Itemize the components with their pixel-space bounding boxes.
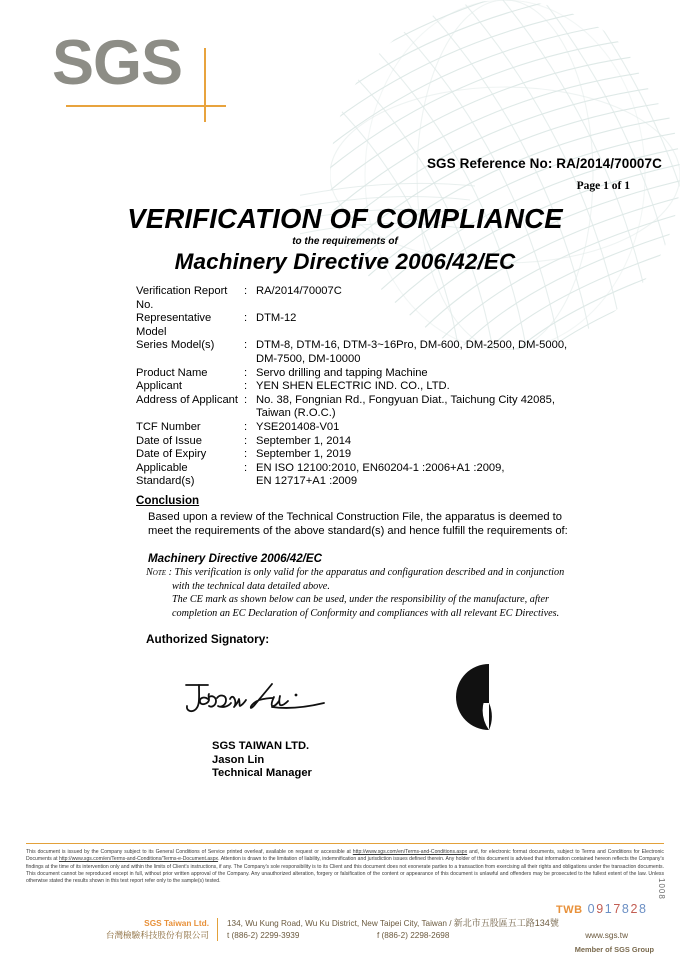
serial-digit: 7 [613,902,622,916]
address-separator: / [449,919,452,928]
logo-horizontal-rule [66,105,226,107]
field-colon: : [244,366,248,379]
field-value [256,421,606,435]
field-value [256,462,606,489]
directive-title: Machinery Directive 2006/42/EC [174,249,516,274]
field-colon: : [244,420,248,433]
fax-number: f (886-2) 2298-2698 [377,930,450,940]
footer-contact-line [227,930,664,942]
field-label: Date of Issue [136,434,202,447]
field-label: Date of Expiry [136,448,207,461]
authorized-signatory-label: Authorized Signatory: [146,632,270,646]
terms-edocument-link[interactable]: http://www.sgs.com/en/Terms-and-Conditions/Terms-e-Document.aspx [58,856,219,863]
logo-vertical-rule [204,48,206,122]
field-value [256,339,606,366]
field-value-text: DTM-8, DTM-16, DTM-3~16Pro, DM-600, DM-2500, DM-5000, [256,339,568,352]
website-url[interactable]: www.sgs.tw [585,930,628,940]
field-row [136,339,606,366]
conclusion-directive: Machinery Directive 2006/42/EC [148,552,323,565]
field-colon: : [244,461,248,474]
field-value-text: YEN SHEN ELECTRIC IND. CO., LTD. [256,380,450,393]
field-value [256,380,606,394]
field-value [256,435,606,449]
field-value-text: DTM-12 [256,312,297,325]
note-line-3: The CE mark as shown below can be used, under the responsibility of the manufacture, after [172,594,549,605]
signatory-name: Jason Lin [212,753,265,766]
field-row [136,380,606,394]
serial-digit: 8 [621,902,631,916]
handwritten-signature [178,675,358,725]
field-colon: : [244,448,248,461]
serial-digit: 2 [630,902,639,916]
footer-divider [26,843,664,844]
field-row [136,421,606,435]
certificate-details [136,285,606,489]
field-colon: : [244,380,248,393]
field-value-continuation: EN 12717+A1 :2009 [256,475,358,488]
field-row [136,312,606,339]
field-value-text: Servo drilling and tapping Machine [256,366,428,379]
note-line-2: with the technical data detailed above. [172,580,330,592]
field-colon: : [244,339,248,352]
sgs-logo [52,30,237,125]
field-value [256,448,606,462]
field-value-text: September 1, 2019 [256,448,352,461]
field-value-text: YSE201408-V01 [256,420,340,433]
field-label: Verification Report No. [136,285,228,311]
serial-prefix: TWB [556,904,583,916]
field-label: Product Name [136,366,208,379]
field-value-text: September 1, 2014 [256,434,352,447]
footer-terms-text [26,849,664,885]
note-colon: : [168,567,172,578]
conclusion-body: Based upon a review of the Technical Construction File, the apparatus is deemed to meet the requirements of the above standard(s) and hence fulfill the requirements of: [148,511,568,537]
field-row [136,285,606,312]
note-label: Note [146,567,167,578]
company-name-zh: 台灣檢驗科技股份有限公司 [105,930,209,940]
signatory-company: SGS TAIWAN LTD. [212,740,310,752]
field-value-text: RA/2014/70007C [256,285,342,297]
note-line-4: completion an EC Declaration of Conformity and compliances with all relevant EC Directives. [172,607,560,619]
footer-company-names [26,918,218,941]
ce-mark-icon [385,658,495,736]
field-row [136,435,606,449]
member-of-group-label: Member of SGS Group [574,945,654,954]
field-value-continuation: DM-7500, DM-10000 [256,352,361,365]
field-value [256,367,606,381]
sgs-logo-text: SGS [52,28,183,98]
field-colon: : [244,312,248,325]
field-label: Applicant [136,380,183,393]
field-value-text: No. 38, Fongnian Rd., Fongyuan Diat., Taichung City 42085, [256,393,555,406]
field-value-text: EN ISO 12100:2010, EN60204-1 :2006+A1 :2009, [256,461,505,474]
field-label: Address of Applicant [136,393,238,406]
field-value [256,285,606,312]
terms-part-1: This document is issued by the Company subject to its General Conditions of Service printed overleaf, available on request or accessible at [26,849,353,855]
sgs-reference-number: SGS Reference No: RA/2014/70007C [426,156,662,171]
footer-address-bar [26,918,664,941]
page-title: VERIFICATION OF COMPLIANCE [127,203,563,234]
serial-digit: 9 [596,902,605,916]
field-value-continuation: Taiwan (R.O.C.) [256,407,336,420]
page-subtitle: to the requirements of [292,236,398,247]
serial-digit: 8 [639,902,648,916]
serial-digit: 1 [604,902,614,916]
signatory-details [212,740,312,781]
terms-conditions-link[interactable]: http://www.sgs.com/en/Terms-and-Conditions.aspx [352,849,468,855]
terms-part-2: and, for electronic format documents, subject to Terms and Conditions for Electronic Documents at [26,849,664,863]
field-row [136,367,606,381]
signatory-role: Technical Manager [212,767,312,779]
field-label: Representative Model [136,312,212,338]
address-zh: 新北市五股區五工路134號 [453,918,559,928]
company-name-en: SGS Taiwan Ltd. [144,918,209,928]
field-value [256,312,606,339]
field-row [136,462,606,489]
field-label: TCF Number [136,420,201,433]
conclusion-heading: Conclusion [136,494,200,507]
field-row [136,448,606,462]
note-block [146,566,586,620]
note-line-1: This verification is only valid for the apparatus and configuration described and in conjunction [174,567,565,578]
terms-part-3: . Attention is drawn to the limitation of liability, indemnification and jurisdiction issues defined therein. Any holder of this document is advised that information contained hereon reflects the Company's findings at the time of its intervention only and within the limits of Client's instructions, if any. The Company's sole responsibility is to its Client and this document does not exonerate parties to a transaction from exercising all their rights and obligations under the transaction documents. This document cannot be reproduced except in full, without prior written approval of the Company. Any unauthorized alteration, forgery or falsification of the content or appearance of this document is unlawful and offenders may be prosecuted to the fullest extent of the law. Unless otherwise stated the results shown in this test report refer only to the sample(s) tested. [26,856,664,885]
field-row [136,394,606,421]
field-label: Series Model(s) [136,339,215,352]
document-serial-number [556,902,648,916]
address-en: 134, Wu Kung Road, Wu Ku District, New Taipei City, Taiwan [227,919,447,928]
footer-address-line [227,918,664,930]
field-label: Applicable Standard(s) [136,461,195,488]
telephone-number: t (886-2) 2299-3939 [227,930,300,940]
field-colon: : [244,434,248,447]
field-colon: : [244,393,248,406]
vertical-form-code: 1008 [657,878,666,900]
page-indicator: Page 1 of 1 [576,180,630,192]
field-value [256,394,606,421]
footer-contact-details [218,918,664,941]
field-colon: : [244,285,248,297]
serial-digit: 0 [587,902,597,916]
